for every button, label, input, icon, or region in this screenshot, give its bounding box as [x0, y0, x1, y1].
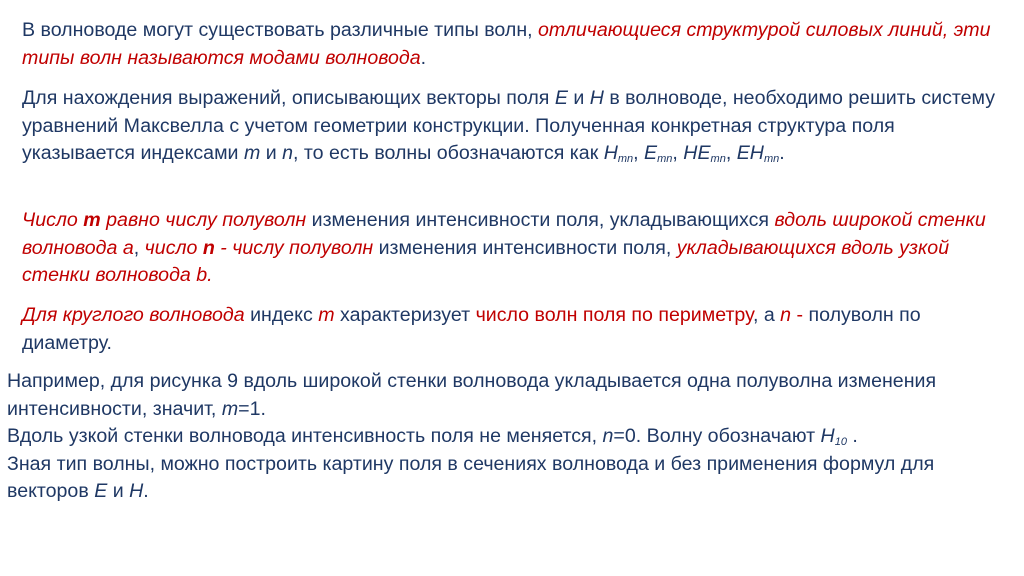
separator: ,	[725, 142, 737, 164]
index-m: m	[243, 142, 261, 164]
text-span: .	[846, 425, 858, 447]
perimeter-phrase: число волн поля по периметру	[475, 304, 753, 326]
text-span: и	[260, 142, 283, 164]
separator: ,	[672, 142, 684, 164]
text-span: Для нахождения выражений, описывающих векторы поля	[22, 87, 555, 109]
narrow-wall-phrase: укладывающихся вдоль узкой стенки волновода b.	[22, 236, 950, 286]
wave-subscript: mn	[763, 153, 780, 165]
text-span: изменения интенсивности поля, укладывающихся	[306, 209, 775, 231]
wave-hemn	[683, 142, 726, 164]
text-span: -	[791, 304, 809, 326]
example-line-2	[7, 423, 1012, 451]
text-span: число	[144, 236, 203, 259]
index-n: n	[602, 425, 614, 447]
wave-h10	[821, 425, 847, 447]
index-m: m	[83, 209, 101, 231]
circular-waveguide-phrase: Для круглого волновода	[22, 304, 245, 326]
paragraph-indices	[22, 207, 1012, 290]
text-span: Число	[22, 209, 84, 231]
vector-h: H	[589, 87, 604, 109]
vector-h: H	[129, 480, 144, 502]
wave-subscript: mn	[710, 153, 726, 165]
text-span: =0. Волну обозначают	[613, 425, 821, 447]
text-span: равно числу полуволн	[100, 209, 307, 231]
index-n: n	[780, 304, 792, 326]
vector-e: E	[554, 87, 568, 109]
index-n: n	[282, 142, 294, 164]
text-span: .	[143, 480, 149, 502]
text-span: и	[567, 87, 590, 109]
modes-definition: отличающиеся структурой силовых линий, эти типы волн называются модами волновода	[22, 19, 991, 69]
text-span: изменения интенсивности поля,	[373, 236, 677, 259]
text-span: .	[420, 46, 427, 69]
wave-letter: EH	[736, 142, 764, 164]
paragraph-maxwell	[22, 85, 1012, 168]
wave-subscript: mn	[617, 153, 634, 165]
wave-hmn	[604, 142, 633, 164]
paragraph-modes	[22, 17, 1012, 72]
wave-subscript: 10	[834, 436, 847, 448]
text-span: , а	[752, 304, 781, 326]
index-m: m	[221, 397, 239, 420]
text-span: .	[779, 142, 785, 164]
wave-ehmn	[737, 142, 780, 164]
text-span: и	[107, 480, 130, 502]
index-n: n	[202, 236, 215, 259]
text-span: в волноводе, необходимо решить систему уравнений Максвелла с учетом геометрии конструкции. Полученная конкретная структура поля указывается индексами	[22, 87, 996, 164]
text-span: Вдоль узкой стенки волновода интенсивность поля не меняется,	[7, 425, 603, 447]
paragraph-example	[7, 368, 1012, 506]
wave-letter: H	[820, 425, 835, 447]
text-span: В волноводе могут существовать различные типы волн,	[22, 19, 539, 41]
paragraph-circular	[22, 302, 1012, 357]
m-definition	[22, 209, 306, 231]
text-span: индекс	[244, 304, 319, 326]
text-span: Зная тип волны, можно построить картину поля в сечениях волновода и без применения формул для векторов	[7, 452, 935, 502]
wave-subscript: mn	[657, 153, 673, 165]
text-span: характеризует	[334, 304, 476, 326]
text-span: , то есть волны обозначаются как	[293, 142, 604, 164]
text-span: =1.	[238, 397, 266, 420]
wave-letter: H	[603, 142, 618, 164]
text-span: - числу полуволн	[214, 236, 374, 259]
n-definition	[145, 237, 374, 259]
wide-wall-phrase: вдоль широкой стенки волновода а	[22, 209, 986, 259]
wave-letter: E	[644, 142, 658, 164]
example-line-1	[7, 368, 1012, 423]
vector-e: E	[94, 480, 108, 502]
diameter-phrase: полуволн по диаметру.	[22, 304, 921, 354]
text-span: ,	[133, 236, 145, 259]
wave-letter: HE	[683, 142, 711, 164]
wave-emn	[644, 142, 672, 164]
separator: ,	[633, 142, 645, 164]
text-span: Например, для рисунка 9 вдоль широкой стенки волновода укладывается одна полуволна изменения интенсивности, значит,	[7, 370, 937, 420]
example-line-3	[7, 451, 1012, 506]
index-m: m	[318, 304, 335, 326]
